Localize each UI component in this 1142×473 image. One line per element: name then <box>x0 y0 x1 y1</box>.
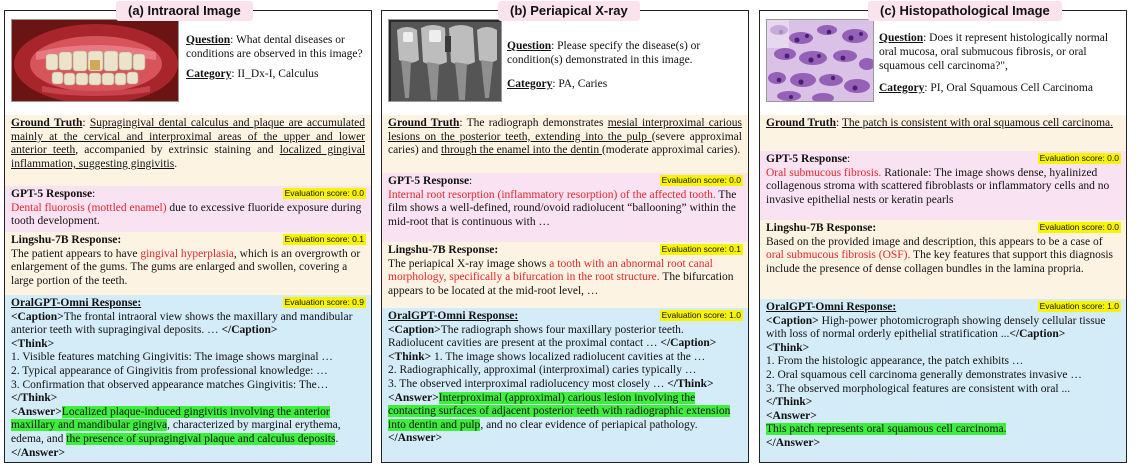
question-block <box>186 33 366 81</box>
lingshu-wrong-diagnosis: gingival hyperplasia <box>140 247 234 260</box>
think-line: 3. The observed morphological features are consistent with oral ... <box>766 382 1071 395</box>
ground-truth-text-2: . <box>174 157 178 170</box>
lingshu-text-1: The periapical X-ray image shows <box>388 257 550 270</box>
ground-truth-label: Ground Truth <box>766 117 836 129</box>
question-text: : Does it represent histologically normal oral mucosa, oral submucous fibrosis, or oral squamous cell carcinoma?", <box>879 32 1109 72</box>
gpt5-wrong-diagnosis: Dental fluorosis (mottled enamel) <box>11 201 167 214</box>
histopathology-image <box>766 19 874 102</box>
category-text: : PI, Oral Squamous Cell Carcinoma <box>924 82 1093 94</box>
lingshu-score-badge: Evaluation score: 0.1 <box>661 244 741 254</box>
panel-c-title: (c) Histopathological Image <box>868 1 1062 21</box>
think-line: 3. The observed interproximal radiolucency most closely … <box>388 377 668 390</box>
ground-truth-label: Ground Truth <box>388 117 460 129</box>
gpt5-score-badge: Evaluation score: 0.0 <box>661 175 741 185</box>
question-text: : What dental diseases or conditions are observed in this image? <box>186 34 363 60</box>
lingshu-wrong-diagnosis: a tooth with an abnormal root canal morphology, specifically a bifurcation in the root structure. <box>388 257 713 284</box>
think-line: 1. The image shows localized radiolucent cavities at the … <box>431 350 706 363</box>
ground-truth-text-1: , accompanied by extrinsic staining and <box>75 144 280 157</box>
gpt5-label: GPT-5 Response <box>766 153 848 165</box>
gpt5-score-badge: Evaluation score: 0.0 <box>284 188 364 198</box>
oralgpt-response-section <box>382 308 748 463</box>
think-line: 2. Typical appearance of Gingivitis from professional knowledge: … <box>11 364 328 377</box>
category-text: : II_Dx-I, Calculus <box>231 68 319 80</box>
caption-close-tag: </Caption> <box>221 324 278 337</box>
caption-open-tag: <Caption> <box>766 314 819 327</box>
lingshu-wrong-diagnosis: oral submucous fibrosis (OSF). <box>766 249 911 262</box>
category-label: Category <box>186 68 232 80</box>
think-line: 1. Visible features matching Gingivitis: The image shows marginal … <box>11 351 333 364</box>
gpt5-label: GPT-5 Response <box>388 175 470 187</box>
ground-truth-section <box>760 115 1126 151</box>
ground-truth-underlined-2: through the enamel into the dentin <box>441 144 602 157</box>
answer-close-tag: </Answer> <box>388 432 442 445</box>
lingshu-text-1: The patient appears to have <box>11 247 141 260</box>
answer-highlight-1: Interproximal (approximal) carious lesion involving the contacting surfaces of adjacent posterior teeth with radiographic extension into dentin and pulp <box>388 391 731 431</box>
question-label: Question <box>507 40 552 52</box>
lingshu-text-2: The key features that support this diagnosis include the presence of dense collagen bundles in the lamina propria. <box>766 249 1113 275</box>
oralgpt-score-badge: Evaluation score: 1.0 <box>661 310 741 320</box>
gpt5-colon: : <box>92 188 96 200</box>
gpt5-label: GPT-5 Response <box>11 188 93 200</box>
category-label: Category <box>879 82 925 94</box>
gpt5-text: The film shows a well-defined, round/ovoid radiolucent “ballooning” within the mid-root that is continuous with … <box>388 188 737 228</box>
lingshu-label: Lingshu-7B Response: <box>11 234 122 246</box>
ground-truth-text-0: : The radiograph demonstrates <box>459 117 608 129</box>
oralgpt-label: OralGPT-Omni Response: <box>388 310 519 322</box>
answer-highlight-1: Localized plaque-induced gingivitis involving the anterior maxillary and mandibular gingiva <box>11 405 330 432</box>
lingshu-text-2: The bifurcation appears to be located at the mid-root level, … <box>388 271 734 297</box>
ground-truth-sep: : <box>82 117 90 129</box>
question-text: : Please specify the disease(s) or condition(s) demonstrated in this image. <box>507 40 701 66</box>
lingshu-score-badge: Evaluation score: 0.1 <box>284 234 364 244</box>
answer-close-tag: </Answer> <box>11 446 65 459</box>
question-block <box>507 39 743 91</box>
caption-text: High-power photomicrograph showing densely cellular tissue with loss of normal orderly epithelial stratification ... <box>766 314 1106 341</box>
gpt5-colon: : <box>847 153 851 165</box>
ground-truth-underlined-2: localized gingival inflammation, suggesting gingivitis <box>11 144 366 170</box>
oralgpt-score-badge: Evaluation score: 1.0 <box>1039 301 1119 311</box>
lingshu-response-section <box>760 220 1126 299</box>
gpt5-response-section <box>382 173 748 242</box>
category-text: : PA, Caries <box>552 78 608 90</box>
lingshu-score-badge: Evaluation score: 0.0 <box>1039 222 1119 232</box>
caption-close-tag: </Caption> <box>1009 328 1066 341</box>
lingshu-label: Lingshu-7B Response: <box>388 244 499 256</box>
gpt5-response-section <box>5 186 371 232</box>
answer-close-tag: </Answer> <box>766 436 820 449</box>
panel-periapical <box>381 10 749 463</box>
answer-text-2: . <box>335 432 339 445</box>
think-close-tag: </Think> <box>11 392 58 405</box>
think-open-tag: <Think> <box>11 337 55 350</box>
ground-truth-section <box>5 115 371 186</box>
caption-open-tag: <Caption> <box>388 323 441 336</box>
lingshu-text-1: Based on the provided image and description, this appears to be a case of <box>766 235 1103 248</box>
gpt5-wrong-diagnosis: Internal root resorption (inflammatory resorption) of the affected tooth. <box>388 188 716 201</box>
think-open-tag: <Think> <box>766 341 810 354</box>
category-label: Category <box>507 78 553 90</box>
panel-histopathological <box>759 10 1127 463</box>
answer-open-tag: <Answer> <box>766 409 817 422</box>
gpt5-text: due to excessive fluoride exposure during tooth development. <box>11 201 362 228</box>
caption-text: The radiograph shows four maxillary posterior teeth. Radiolucent cavities are present at the proximal contact … <box>388 323 684 350</box>
gpt5-wrong-diagnosis: Oral submucous fibrosis. <box>766 166 882 179</box>
oralgpt-response-section <box>5 295 371 463</box>
gpt5-response-section <box>760 151 1126 220</box>
answer-text-1: , and no clear evidence of periapical pathology. <box>480 418 698 431</box>
intraoral-image <box>11 19 179 102</box>
think-close-tag: </Think> <box>766 396 813 409</box>
think-close-tag: </Think> <box>667 377 714 390</box>
question-label: Question <box>879 32 924 44</box>
answer-open-tag: <Answer> <box>11 405 62 418</box>
gpt5-score-badge: Evaluation score: 0.0 <box>1039 153 1119 163</box>
panel-intraoral <box>4 10 372 463</box>
oralgpt-label: OralGPT-Omni Response: <box>766 301 897 313</box>
ground-truth-text-2: (moderate approximal caries). <box>601 144 741 157</box>
ground-truth-section <box>382 115 748 173</box>
periapical-xray-image <box>388 19 502 102</box>
answer-text-1: , characterized by marginal erythema, edema, and <box>11 419 341 445</box>
ground-truth-underlined-1: The patch is consistent with oral squamous cell carcinoma. <box>841 117 1114 129</box>
oralgpt-label: OralGPT-Omni Response: <box>11 297 142 309</box>
panel-a-title: (a) Intraoral Image <box>116 1 253 21</box>
think-line: 2. Radiographically, approximal (interproximal) caries typically … <box>388 364 697 377</box>
caption-open-tag: <Caption> <box>11 310 64 323</box>
answer-highlight-1: This patch represents oral squamous cell carcinoma. <box>766 423 1007 436</box>
panel-b-title: (b) Periapical X-ray <box>498 1 640 21</box>
think-line: 1. From the histologic appearance, the patch exhibits … <box>766 355 1024 368</box>
lingshu-response-section <box>5 232 371 295</box>
lingshu-response-section <box>382 242 748 308</box>
oralgpt-score-badge: Evaluation score: 0.9 <box>284 297 364 307</box>
think-line: 2. Oral squamous cell carcinoma generally demonstrates invasive … <box>766 368 1082 381</box>
ground-truth-underlined-1: Supragingival dental calculus and plaque are accumulated mainly at the cervical and interproximal areas of the upper and lower anterior teeth <box>11 117 365 157</box>
answer-open-tag: <Answer> <box>388 391 439 404</box>
gpt5-colon: : <box>469 175 473 187</box>
caption-text: The frontal intraoral view shows the maxillary and mandibular anterior teeth with supragingival deposits. … <box>11 310 353 337</box>
think-line: 3. Confirmation that observed appearance matches Gingivitis: The… <box>11 378 329 391</box>
think-open-tag: <Think> <box>388 350 432 363</box>
lingshu-text-2: , which is an overgrowth or enlargement of the gums. The gums are enlarged and swollen, covering a large portion of the teeth. <box>11 247 361 287</box>
caption-close-tag: </Caption> <box>660 337 717 350</box>
question-block <box>879 31 1123 95</box>
answer-highlight-2: the presence of supragingival plaque and calculus deposits <box>66 432 336 445</box>
gpt5-text: Rationale: The image shows dense, hyalinized collagenous stroma with scattered fibroblasts or inflammatory cells and no invasive epithelial nests or keratin pearls <box>766 166 1110 206</box>
ground-truth-text-0: : <box>836 117 842 129</box>
oralgpt-response-section <box>760 299 1126 463</box>
ground-truth-text-1: (severe approximal caries) and <box>388 130 742 157</box>
ground-truth-underlined-1: mesial interproximal carious lesions on the posterior teeth, extending into the pulp <box>388 117 742 143</box>
ground-truth-label: Ground Truth <box>11 117 83 129</box>
lingshu-label: Lingshu-7B Response: <box>766 222 877 234</box>
question-label: Question <box>186 34 231 46</box>
